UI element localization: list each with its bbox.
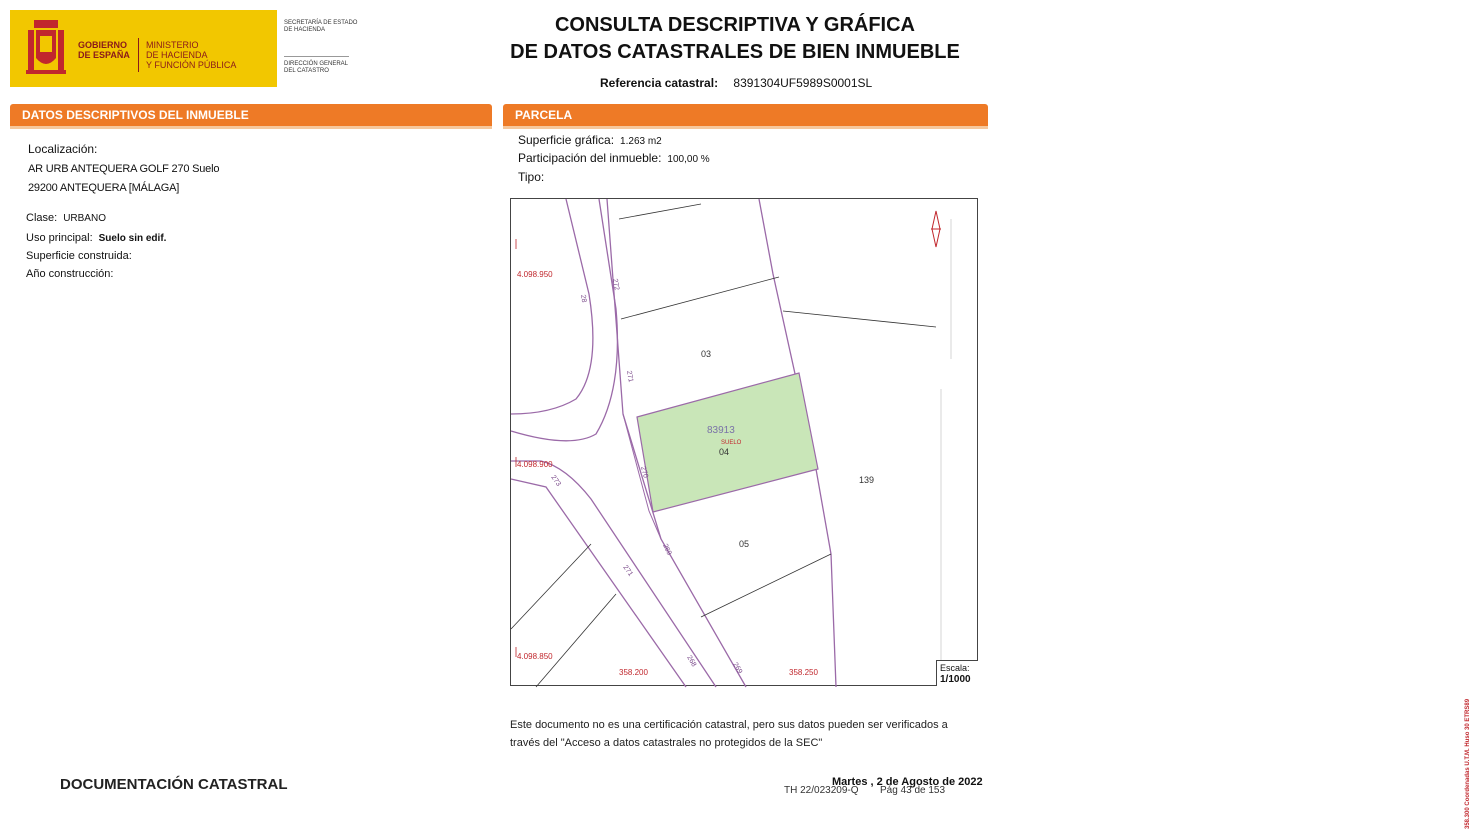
clase-label: Clase: [26, 212, 58, 224]
clase-value: URBANO [63, 213, 106, 224]
header-rule [284, 56, 349, 57]
coord-x2: 358.250 [789, 668, 818, 677]
footer-documentacion: DOCUMENTACIÓN CATASTRAL [60, 776, 288, 793]
participacion-field [518, 151, 710, 165]
ref-label: Referencia catastral: [600, 76, 719, 90]
footer-code: TH 22/023209-Q [784, 785, 859, 796]
street-num: 269 [731, 661, 744, 676]
street-num: 273 [549, 474, 562, 488]
parcela-section-header: PARCELA [503, 104, 988, 126]
clase-field [26, 212, 106, 224]
parcel-line [511, 544, 591, 629]
coord-y3: 4.098.850 [517, 652, 553, 661]
descriptive-underline [10, 126, 492, 129]
sup-grafica-label: Superficie gráfica: [518, 133, 615, 147]
parcela-underline [503, 126, 988, 129]
referencia-catastral [600, 76, 872, 90]
disclaimer-note: Este documento no es una certificación catastral, pero sus datos pueden ser verificados a través del "Acceso a datos catastrales no protegidos de la SEC" [510, 719, 948, 749]
document-title [500, 12, 970, 66]
anio-field: Año construcción: [26, 268, 114, 280]
gobierno-text: GOBIERNO DE ESPAÑA [78, 40, 130, 60]
title-line-2: DE DATOS CATASTRALES DE BIEN INMUEBLE [510, 41, 960, 63]
footer-page: Pág 43 de 153 [880, 785, 946, 796]
uso-field [26, 232, 166, 244]
street-num: 271 [625, 370, 634, 383]
street-edge [511, 199, 593, 414]
scale-value: 1/1000 [940, 674, 971, 685]
scale-label: Escala: [940, 663, 970, 673]
tipo-field: Tipo: [518, 170, 545, 184]
superficie-grafica-field [518, 133, 662, 147]
scale-box [936, 660, 978, 686]
uso-value: Suelo sin edif. [98, 233, 167, 244]
localizacion-line-2: 29200 ANTEQUERA [MÁLAGA] [28, 182, 180, 194]
localizacion-line-1: AR URB ANTEQUERA GOLF 270 Suelo [28, 163, 220, 175]
parcel-line [619, 204, 701, 219]
footer-date: Martes , 2 de Agosto de 2022 [832, 776, 983, 788]
street-num: 271 [621, 564, 634, 578]
coord-y2: 4.098.900 [517, 460, 553, 469]
street-num: 269 [661, 542, 673, 557]
superficie-field: Superficie construida: [26, 250, 132, 262]
participacion-label: Participación del inmueble: [518, 151, 662, 165]
coord-x1: 358.200 [619, 668, 648, 677]
label-03: 03 [701, 349, 712, 359]
secretaria-text: SECRETARÍA DE ESTADO DE HACIENDA [284, 20, 358, 33]
ref-value: 8391304UF5989S0001SL [733, 76, 873, 90]
parcel-ref-label: 83913 [707, 425, 735, 436]
utm-legend: 358.300 Coordenadas U.T.M. Huso 30 ETRS89 [1465, 698, 1471, 829]
title-line-1: CONSULTA DESCRIPTIVA Y GRÁFICA [554, 14, 916, 36]
parcel-sub-label: SUELO [721, 440, 742, 446]
street-num: 270 [639, 465, 649, 479]
label-139: 139 [859, 475, 875, 485]
coord-y1: 4.098.950 [517, 270, 553, 279]
uso-label: Uso principal: [26, 232, 93, 244]
parcel-line [783, 311, 936, 327]
parcel-line [536, 594, 616, 687]
street-num: 272 [611, 278, 620, 291]
parcel-num-label: 04 [719, 447, 730, 457]
coat-of-arms-icon [22, 18, 70, 80]
label-05: 05 [739, 539, 750, 549]
logo-divider [138, 38, 139, 72]
street-num: 28 [579, 294, 588, 304]
parcel-line [701, 554, 831, 617]
sup-grafica-value: 1.263 m2 [620, 136, 662, 147]
localizacion-label: Localización: [28, 142, 98, 156]
parcel-line [621, 277, 779, 319]
street-num: 268 [685, 654, 698, 669]
direccion-text: DIRECCIÓN GENERAL DEL CATASTRO [284, 61, 349, 74]
map-drawing [511, 199, 979, 687]
descriptive-section-header: DATOS DESCRIPTIVOS DEL INMUEBLE [10, 104, 492, 126]
ministerio-text: MINISTERIO DE HACIENDA Y FUNCIÓN PÚBLICA [146, 40, 237, 70]
participacion-value: 100,00 % [667, 154, 710, 165]
